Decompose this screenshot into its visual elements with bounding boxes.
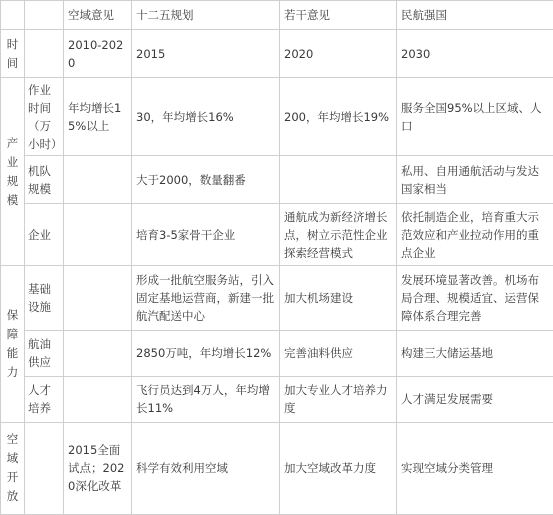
cell-value: 30，年均增长16% bbox=[132, 78, 280, 156]
support-row-fuel-supply bbox=[1, 330, 553, 376]
cell-value: 加大空域改革力度 bbox=[280, 422, 397, 514]
header-civil-aviation-power: 民航强国 bbox=[397, 1, 553, 30]
cell-value: 大于2000，数量翻番 bbox=[132, 156, 280, 204]
time-civil-aviation-power: 2030 bbox=[397, 30, 553, 78]
cell-value bbox=[64, 376, 132, 422]
time-twelfth-five-year-plan: 2015 bbox=[132, 30, 280, 78]
sub-label-talent-training: 人才培养 bbox=[25, 376, 64, 422]
support-capacity-label: 保 障 能 力 bbox=[1, 266, 25, 422]
cell-value: 实现空域分类管理 bbox=[397, 422, 553, 514]
cell-value: 形成一批航空服务站，引入固定基地运营商，新建一批航汽配送中心 bbox=[132, 266, 280, 330]
header-airspace-opinion: 空域意见 bbox=[64, 1, 132, 30]
cell-value: 服务全国95%以上区域、人口 bbox=[397, 78, 553, 156]
sub-label-fleet-size: 机队规模 bbox=[25, 156, 64, 204]
time-several-opinions: 2020 bbox=[280, 30, 397, 78]
cell-value: 完善油料供应 bbox=[280, 330, 397, 376]
header-row bbox=[1, 1, 553, 30]
cell-value: 年均增长15%以上 bbox=[64, 78, 132, 156]
industry-scale-label: 产 业 规 模 bbox=[1, 78, 25, 266]
cell-value: 200，年均增长19% bbox=[280, 78, 397, 156]
cell-value: 培育3-5家骨干企业 bbox=[132, 204, 280, 266]
header-twelfth-five-year-plan: 十二五规划 bbox=[132, 1, 280, 30]
airspace-row bbox=[1, 422, 553, 514]
industry-row-enterprises bbox=[1, 204, 553, 266]
industry-row-fleet-size bbox=[1, 156, 553, 204]
cell-value: 加大专业人才培养力度 bbox=[280, 376, 397, 422]
cell-value: 构建三大储运基地 bbox=[397, 330, 553, 376]
time-row bbox=[1, 30, 553, 78]
cell-value: 人才满足发展需要 bbox=[397, 376, 553, 422]
time-sub-empty bbox=[25, 30, 64, 78]
airspace-opening-label: 空 域 开 放 bbox=[1, 422, 25, 514]
cell-value bbox=[64, 156, 132, 204]
cell-value: 加大机场建设 bbox=[280, 266, 397, 330]
header-cell-empty bbox=[1, 1, 25, 30]
airspace-sub-empty bbox=[25, 422, 64, 514]
cell-value bbox=[64, 204, 132, 266]
cell-value: 科学有效利用空域 bbox=[132, 422, 280, 514]
cell-value: 私用、自用通航活动与发达国家相当 bbox=[397, 156, 553, 204]
support-row-talent-training bbox=[1, 376, 553, 422]
support-row-infrastructure bbox=[1, 266, 553, 330]
cell-value: 2850万吨，年均增长12% bbox=[132, 330, 280, 376]
sub-label-infrastructure: 基础设施 bbox=[25, 266, 64, 330]
cell-value bbox=[64, 266, 132, 330]
time-label: 时 间 bbox=[1, 30, 25, 78]
cell-value: 飞行员达到4万人，年均增长11% bbox=[132, 376, 280, 422]
sub-label-fuel-supply: 航油供应 bbox=[25, 330, 64, 376]
cell-value: 2015全面试点；2020深化改革 bbox=[64, 422, 132, 514]
cell-value bbox=[64, 330, 132, 376]
cell-value: 依托制造企业，培育重大示范效应和产业拉动作用的重点企业 bbox=[397, 204, 553, 266]
time-airspace-opinion: 2010-2020 bbox=[64, 30, 132, 78]
industry-row-operating-hours bbox=[1, 78, 553, 156]
cell-value bbox=[280, 156, 397, 204]
cell-value: 发展环境显著改善。机场布局合理、规模适宜、运营保障体系合理完善 bbox=[397, 266, 553, 330]
header-several-opinions: 若干意见 bbox=[280, 1, 397, 30]
header-cell-empty bbox=[25, 1, 64, 30]
sub-label-enterprises: 企业 bbox=[25, 204, 64, 266]
sub-label-operating-hours: 作业时间（万小时） bbox=[25, 78, 64, 156]
cell-value: 通航成为新经济增长点，树立示范性企业探索经营模式 bbox=[280, 204, 397, 266]
